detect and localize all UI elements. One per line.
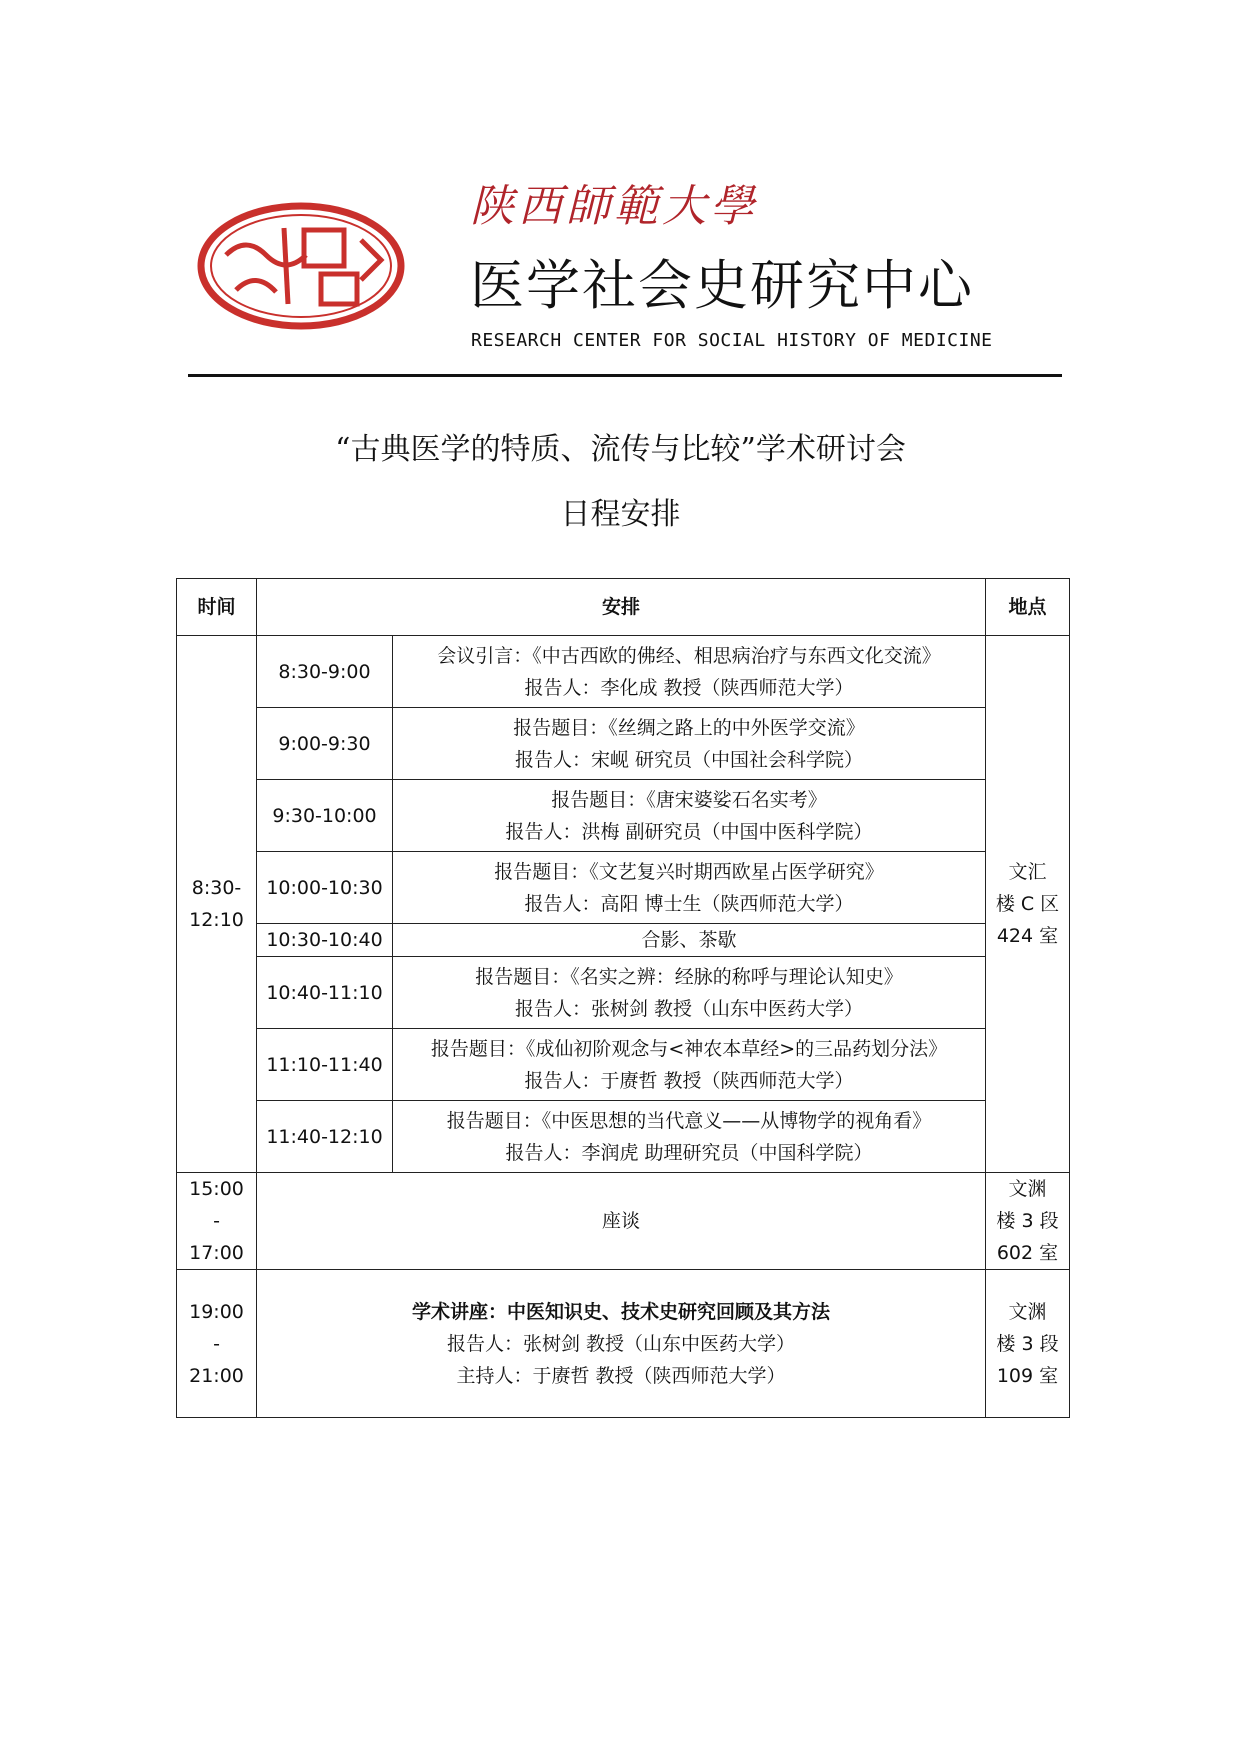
- time-line: 17:00: [189, 1242, 244, 1264]
- session-details: [393, 924, 986, 957]
- session-details: [393, 1101, 986, 1173]
- table-row: [177, 1101, 1070, 1173]
- session-details: [393, 780, 986, 852]
- afternoon-room-cell: [986, 1173, 1070, 1270]
- center-name: 医学社会史研究中心: [470, 254, 974, 317]
- session-speaker: 报告人：高阳 博士生（陕西师范大学）: [524, 892, 854, 915]
- session-slot: 11:40-12:10: [257, 1101, 393, 1173]
- afternoon-time-cell: [177, 1173, 257, 1270]
- lecture-title: 学术讲座：中医知识史、技术史研究回顾及其方法: [411, 1300, 830, 1323]
- letterhead-divider: [188, 374, 1062, 377]
- session-slot: 8:30-9:00: [257, 636, 393, 708]
- session-speaker: 报告人：李化成 教授（陕西师范大学）: [524, 676, 854, 699]
- room-line: 文汇: [1008, 861, 1047, 883]
- document-title: “古典医学的特质、流传与比较”学术研讨会: [335, 432, 906, 467]
- header-arrangement: 安排: [257, 579, 986, 636]
- session-topic: 报告题目：《中医思想的当代意义——从博物学的视角看》: [446, 1109, 932, 1132]
- time-line: -: [213, 1210, 220, 1232]
- afternoon-activity: 座谈: [257, 1173, 986, 1270]
- session-slot: 9:00-9:30: [257, 708, 393, 780]
- session-speaker: 报告人：张树剑 教授（山东中医药大学）: [514, 997, 864, 1020]
- room-line: 424 室: [996, 925, 1059, 947]
- session-slot: 10:30-10:40: [257, 924, 393, 957]
- research-center-seal-logo: [196, 200, 406, 332]
- evening-lecture: [257, 1270, 986, 1418]
- schedule-table: [176, 578, 1070, 1418]
- table-row: [177, 780, 1070, 852]
- morning-time-start: 8:30-: [191, 877, 242, 899]
- session-topic: 报告题目：《文艺复兴时期西欧星占医学研究》: [494, 860, 884, 883]
- table-row: [177, 924, 1070, 957]
- room-line: 109 室: [996, 1364, 1059, 1387]
- evening-time-cell: [177, 1270, 257, 1418]
- room-line: 楼 C 区: [995, 893, 1060, 915]
- center-name-english: RESEARCH CENTER FOR SOCIAL HISTORY OF MEDICINE: [471, 330, 993, 351]
- document-subtitle: 日程安排: [560, 497, 681, 532]
- room-line: 602 室: [996, 1242, 1059, 1264]
- session-details: [393, 636, 986, 708]
- time-line: -: [213, 1332, 220, 1355]
- lecture-speaker: 报告人：张树剑 教授（山东中医药大学）: [446, 1332, 796, 1355]
- morning-room-cell: [986, 636, 1070, 1173]
- table-row: [177, 1173, 1070, 1270]
- session-details: [393, 957, 986, 1029]
- room-line: 楼 3 段: [996, 1210, 1059, 1232]
- table-row: [177, 636, 1070, 708]
- session-speaker: 报告人：宋岘 研究员（中国社会科学院）: [514, 748, 864, 771]
- session-details: [393, 852, 986, 924]
- room-line: 文渊: [1008, 1300, 1047, 1323]
- session-slot: 10:40-11:10: [257, 957, 393, 1029]
- session-topic: 报告题目：《丝绸之路上的中外医学交流》: [513, 716, 865, 739]
- table-row: [177, 852, 1070, 924]
- session-speaker: 报告人：李润虎 助理研究员（中国科学院）: [505, 1141, 873, 1164]
- session-topic: 报告题目：《唐宋婆娑石名实考》: [551, 788, 827, 811]
- header-time: 时间: [177, 579, 257, 636]
- table-row: [177, 708, 1070, 780]
- evening-room-cell: [986, 1270, 1070, 1418]
- session-speaker: 报告人：洪梅 副研究员（中国中医科学院）: [505, 820, 873, 843]
- session-topic: 报告题目：《名实之辨：经脉的称呼与理论认知史》: [475, 965, 903, 988]
- session-topic: 报告题目：《成仙初阶观念与<神农本草经>的三品药划分法》: [430, 1037, 948, 1060]
- table-header-row: [177, 579, 1070, 636]
- time-line: 19:00: [189, 1300, 244, 1323]
- room-line: 文渊: [1008, 1178, 1047, 1200]
- table-row: [177, 1270, 1070, 1418]
- morning-time-cell: [177, 636, 257, 1173]
- session-slot: 9:30-10:00: [257, 780, 393, 852]
- table-row: [177, 957, 1070, 1029]
- session-topic: 合影、茶歇: [641, 929, 737, 951]
- session-details: [393, 1029, 986, 1101]
- session-topic: 会议引言：《中古西欧的佛经、相思病治疗与东西文化交流》: [437, 644, 941, 667]
- session-slot: 11:10-11:40: [257, 1029, 393, 1101]
- session-speaker: 报告人：于赓哲 教授（陕西师范大学）: [524, 1069, 854, 1092]
- time-line: 21:00: [189, 1364, 244, 1387]
- lecture-host: 主持人：于赓哲 教授（陕西师范大学）: [456, 1364, 786, 1387]
- header-location: 地点: [986, 579, 1070, 636]
- table-row: [177, 1029, 1070, 1101]
- morning-time-end: 12:10: [189, 909, 244, 931]
- session-slot: 10:00-10:30: [257, 852, 393, 924]
- time-line: 15:00: [189, 1178, 244, 1200]
- session-details: [393, 708, 986, 780]
- university-name: 陕西師範大學: [470, 181, 758, 232]
- room-line: 楼 3 段: [996, 1332, 1059, 1355]
